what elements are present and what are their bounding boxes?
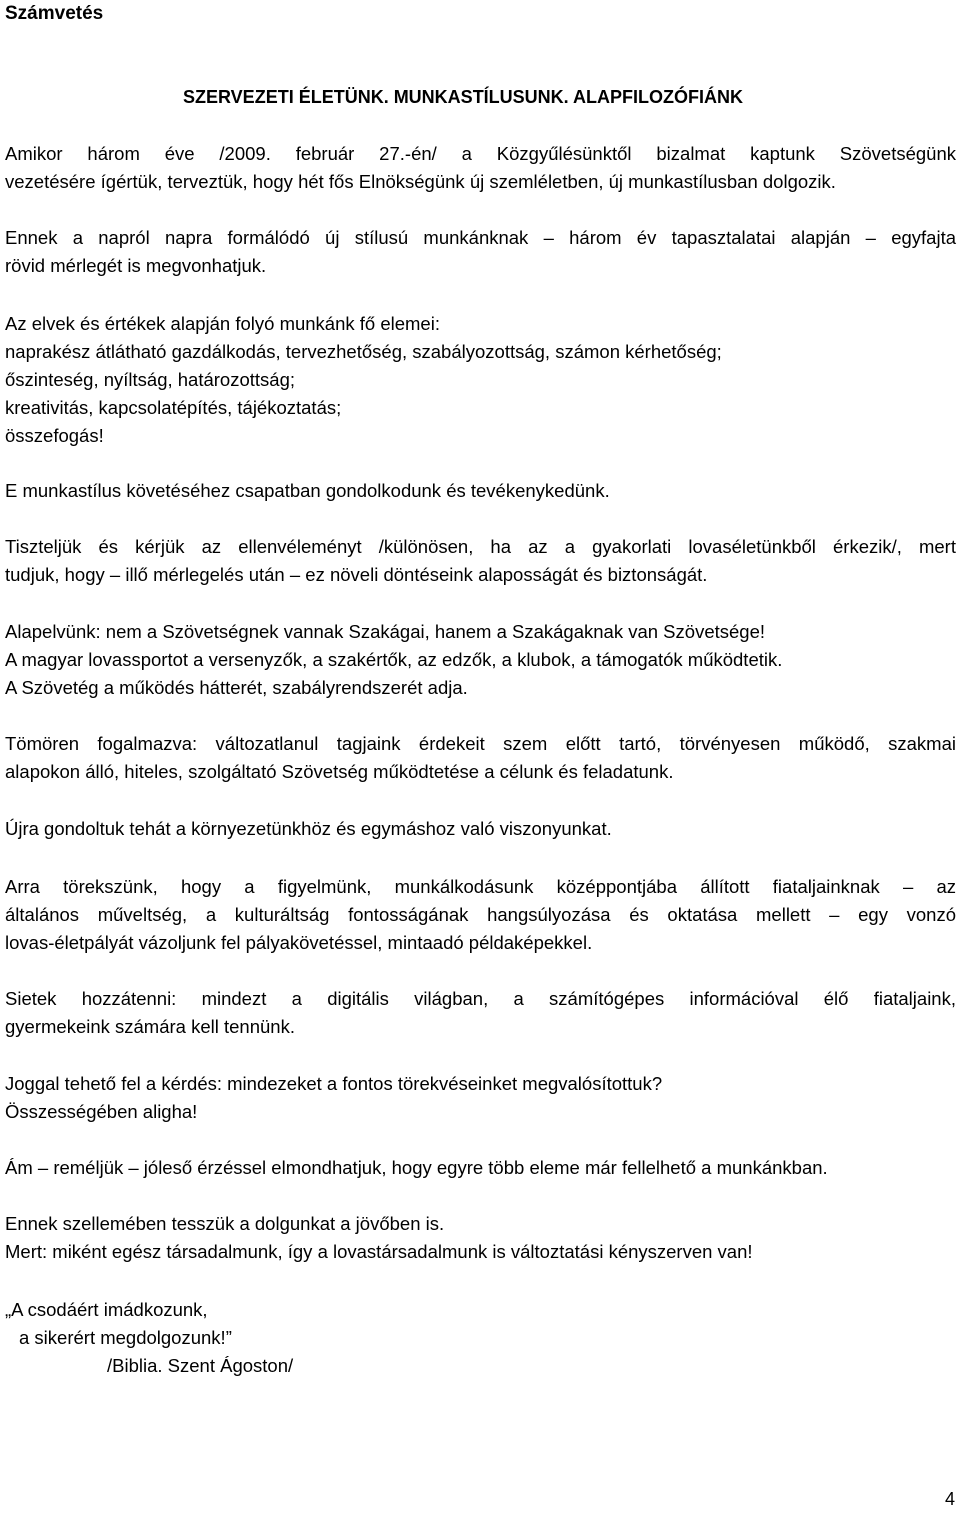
paragraph-balance (5, 224, 956, 280)
paragraph-rethink (5, 815, 956, 843)
closing-quote (5, 1296, 956, 1380)
paragraph-intro (5, 140, 956, 196)
text-line: Ennek a napról napra formálódó új stílusú munkánknak – három év tapasztalatai alapján – egyfajta (5, 227, 956, 248)
text-line: Alapelvünk: nem a Szövetségnek vannak Szakágai, hanem a Szakágaknak van Szövetsége! (5, 621, 765, 642)
paragraph-question (5, 1070, 956, 1126)
paragraph-digital (5, 985, 956, 1041)
text-line: A Szövetég a működés hátterét, szabályrendszerét adja. (5, 677, 468, 698)
text-line: Arra törekszünk, hogy a figyelmünk, munkálkodásunk középpontjába állított fiataljainknak – az (5, 876, 956, 897)
text-line: alapokon álló, hiteles, szolgáltató Szövetség működtetése a célunk és feladatunk. (5, 761, 674, 782)
section-heading: SZERVEZETI ÉLETÜNK. MUNKASTÍLUSUNK. ALAPFILOZÓFIÁNK (183, 87, 743, 107)
quote-attribution: /Biblia. Szent Ágoston/ (107, 1355, 294, 1376)
text-line: Sietek hozzátenni: mindezt a digitális világban, a számítógépes információval élő fiataljaink, (5, 988, 956, 1009)
text-line: Újra gondoltuk tehát a környezetünkhöz és egymáshoz való viszonyunkat. (5, 818, 612, 839)
text-line: Az elvek és értékek alapján folyó munkánk fő elemei: (5, 313, 440, 334)
paragraph-principles (5, 310, 956, 450)
text-line: Összességében aligha! (5, 1101, 198, 1122)
paragraph-youth (5, 873, 956, 957)
text-line: lovas-életpályát vázoljunk fel pályakövetéssel, mintaadó példaképekkel. (5, 932, 593, 953)
paragraph-future (5, 1210, 956, 1266)
paragraph-hope (5, 1154, 956, 1182)
paragraph-opinions (5, 533, 956, 589)
text-line: Tömören fogalmazva: változatlanul tagjaink érdekeit szem előtt tartó, törvényesen működő, szakmai (5, 733, 956, 754)
text-line: A magyar lovassportot a versenyzők, a szakértők, az edzők, a klubok, a támogatók működtetik. (5, 649, 783, 670)
paragraph-summary (5, 730, 956, 786)
paragraph-core-principle (5, 618, 956, 702)
text-line: Joggal tehető fel a kérdés: mindezeket a fontos törekvéseinket megvalósítottuk? (5, 1073, 663, 1094)
document-title: Számvetés (5, 3, 104, 24)
text-line: gyermekeink számára kell tennünk. (5, 1016, 295, 1037)
text-line: tudjuk, hogy – illő mérlegelés után – ez növeli döntéseink alaposságát és biztonságát. (5, 564, 708, 585)
text-line: összefogás! (5, 425, 104, 446)
text-line: vezetésére ígértük, terveztük, hogy hét fős Elnökségünk új szemléletben, új munkastílusban dolgozik. (5, 171, 836, 192)
text-line: Ám – reméljük – jóleső érzéssel elmondhatjuk, hogy egyre több eleme már fellelhető a munkánkban. (5, 1157, 828, 1178)
text-line: E munkastílus követéséhez csapatban gondolkodunk és tevékenykedünk. (5, 480, 610, 501)
text-line: általános műveltség, a kulturáltság fontosságának hangsúlyozása és oktatása mellett – egy vonzó (5, 904, 956, 925)
text-line: Ennek szellemében tesszük a dolgunkat a jövőben is. (5, 1213, 445, 1234)
text-line: Mert: miként egész társadalmunk, így a lovastársadalmunk is változtatási kényszerven van! (5, 1241, 753, 1262)
text-line: Amikor három éve /2009. február 27.-én/ a Közgyűlésünktől bizalmat kaptunk Szövetségünk (5, 143, 956, 164)
text-line: kreativitás, kapcsolatépítés, tájékoztatás; (5, 397, 342, 418)
text-line: naprakész átlátható gazdálkodás, tervezhetőség, szabályozottság, számon kérhetőség; (5, 341, 722, 362)
text-line: őszinteség, nyíltság, határozottság; (5, 369, 296, 390)
paragraph-teamwork (5, 477, 956, 505)
text-line: rövid mérlegét is megvonhatjuk. (5, 255, 267, 276)
text-line: Tiszteljük és kérjük az ellenvéleményt /különösen, ha az a gyakorlati lovaséletünkből érkezik/, mert (5, 536, 956, 557)
page-number: 4 (944, 1489, 955, 1509)
quote-line: a sikerért megdolgozunk!” (19, 1327, 232, 1348)
quote-line: „A csodáért imádkozunk, (5, 1299, 208, 1320)
